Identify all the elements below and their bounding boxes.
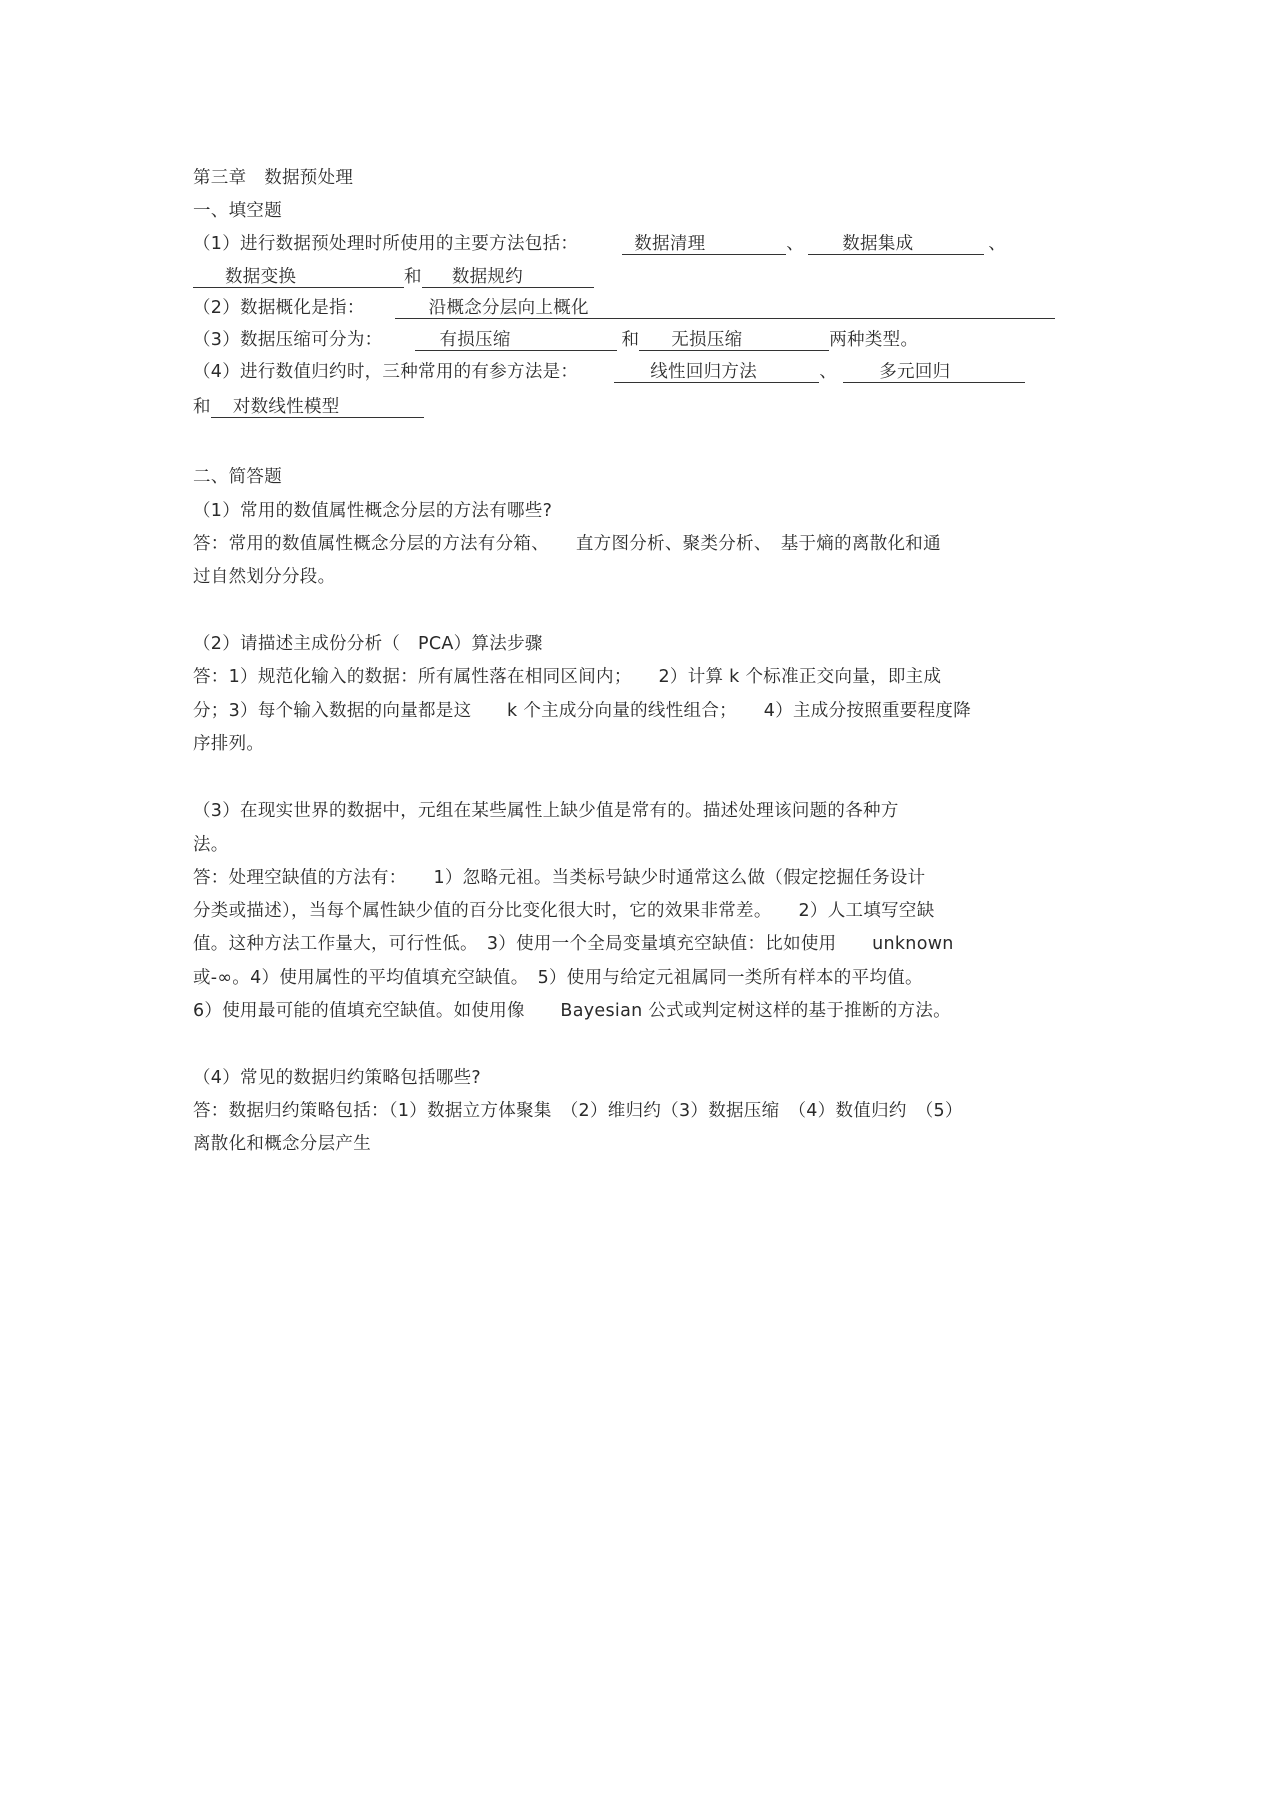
fill-q3-answer-2: 无损压缩 (639, 330, 829, 351)
short-q2-answer-line: 序排列。 (193, 734, 265, 754)
fill-q4-line2 (193, 395, 424, 419)
fill-q1-prefix: （1）进行数据预处理时所使用的主要方法包括： (193, 234, 579, 254)
fill-q1-conj: 和 (404, 267, 422, 287)
fill-q4-line1 (193, 360, 1025, 384)
short-q4-answer-line: 答：数据归约策略包括：（1）数据立方体聚集 （2）维归约（3）数据压缩 （4）数值归约 （5） (193, 1101, 963, 1121)
fill-q1-sep-1: 、 (786, 234, 805, 254)
fill-q3-prefix: （3）数据压缩可分为： (193, 330, 383, 350)
short-q1-answer-line: 答：常用的数值属性概念分层的方法有分箱、 直方图分析、聚类分析、 基于熵的离散化和通 (193, 534, 941, 554)
fill-q2-answer: 沿概念分层向上概化 (395, 298, 1055, 319)
short-q4-question: （4）常见的数据归约策略包括哪些? (193, 1068, 482, 1088)
fill-q2-line (193, 296, 1055, 320)
fill-q1-answer-2: 数据集成 (808, 234, 984, 255)
fill-q1-line2 (193, 265, 594, 289)
fill-q1-line1 (193, 232, 1006, 256)
short-q2-answer-line: 答：1）规范化输入的数据：所有属性落在相同区间内； 2）计算 k 个标准正交向量，即主成 (193, 667, 942, 687)
fill-q1-answer-3: 数据变换 (193, 267, 404, 288)
short-section-heading: 二、简答题 (193, 467, 282, 487)
short-q3-answer-line: 分类或描述），当每个属性缺少值的百分比变化很大时，它的效果非常差。 2）人工填写空缺 (193, 901, 935, 921)
short-q3-answer-line: 6）使用最可能的值填充空缺值。如使用像 Bayesian 公式或判定树这样的基于推断的方法。 (193, 1001, 951, 1021)
short-q3-answer-line: 或-∞。4）使用属性的平均值填充空缺值。 5）使用与给定元祖属同一类所有样本的平均值。 (193, 968, 923, 988)
fill-q3-conj: 和 (621, 330, 640, 350)
fill-q4-answer-2: 多元回归 (843, 362, 1025, 383)
fill-q1-answer-1: 数据清理 (622, 234, 786, 255)
fill-q2-prefix: （2）数据概化是指： (193, 298, 365, 318)
short-q3-answer-line: 答：处理空缺值的方法有： 1）忽略元祖。当类标号缺少时通常这么做（假定挖掘任务设计 (193, 868, 926, 888)
fill-section-heading: 一、填空题 (193, 201, 282, 221)
short-q3-answer-line: 值。这种方法工作量大，可行性低。 3）使用一个全局变量填充空缺值：比如使用 unknown (193, 934, 954, 954)
short-q1-question: （1）常用的数值属性概念分层的方法有哪些? (193, 501, 553, 521)
fill-q3-answer-1: 有损压缩 (415, 330, 617, 351)
fill-q3-suffix: 两种类型。 (829, 330, 919, 350)
short-q3-question-line: （3）在现实世界的数据中，元组在某些属性上缺少值是常有的。描述处理该问题的各种方 (193, 801, 899, 821)
short-q2-question: （2）请描述主成份分析（ PCA）算法步骤 (193, 634, 543, 654)
fill-q4-sep-1: 、 (819, 362, 838, 382)
fill-q4-prefix: （4）进行数值归约时，三种常用的有参方法是： (193, 362, 579, 382)
short-q4-answer-line: 离散化和概念分层产生 (193, 1134, 371, 1154)
short-q1-answer-line: 过自然划分分段。 (193, 567, 336, 587)
short-q2-answer-line: 分；3）每个输入数据的向量都是这 k 个主成分向量的线性组合； 4）主成分按照重要程度降 (193, 701, 972, 721)
fill-q1-answer-4: 数据规约 (422, 267, 594, 288)
fill-q4-conj: 和 (193, 397, 211, 417)
fill-q1-sep-2: 、 (988, 234, 1007, 254)
chapter-title: 第三章 数据预处理 (193, 168, 354, 188)
fill-q4-answer-3: 对数线性模型 (211, 397, 424, 418)
short-q3-question-line: 法。 (193, 835, 229, 855)
fill-q3-line (193, 328, 918, 352)
fill-q4-answer-1: 线性回归方法 (614, 362, 819, 383)
